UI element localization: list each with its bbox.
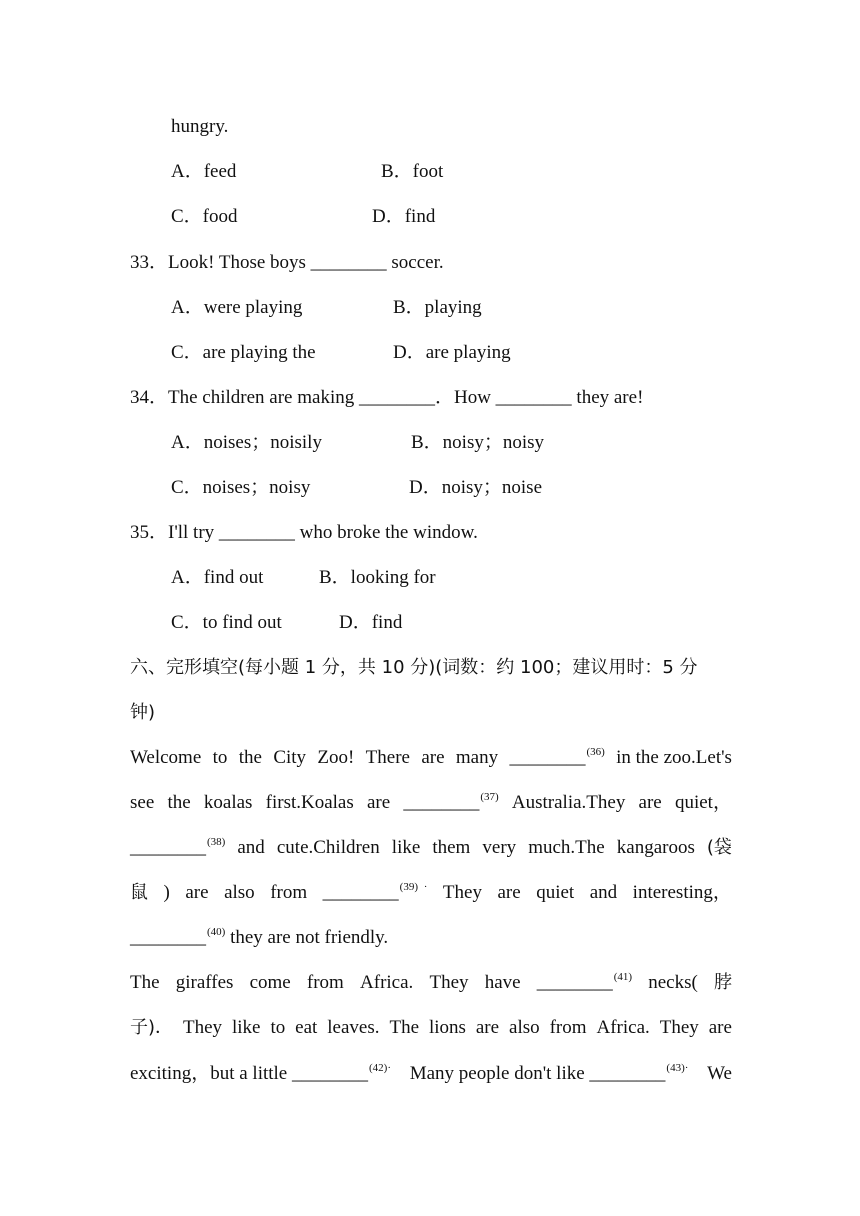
passage-line-3 [130,836,732,862]
word: very [482,837,517,858]
word: giraffes [175,972,234,993]
q35-option-a: A．find out [171,567,264,588]
word: (袋 [706,837,732,858]
word: interesting， [632,882,732,903]
word: first.Koalas [265,792,354,813]
word: Africa. [360,972,414,993]
word: lions [428,1017,466,1038]
word: We [707,1063,732,1084]
passage-line-4 [130,881,732,907]
word: The [130,972,160,993]
blank-36: ________$^{(36)}$ [509,746,605,768]
word: The [389,1017,420,1038]
q34-stem: 34．The children are making ________．How ________ they are! [130,387,644,408]
word: There [365,747,410,768]
word: have [484,972,521,993]
word: leaves. [327,1017,380,1038]
passage-line-2 [130,791,732,817]
blank-number-36: (36) [586,746,605,758]
word: They [659,1017,699,1038]
word: 鼠 [130,882,148,903]
blank-37: ________$^{(37)}$ [403,791,499,813]
blank-40: ________$^{(40)}$ [130,926,226,948]
q35-stem: 35．I'll try ________ who broke the window. [130,522,478,543]
q32-option-d: D．find [372,206,436,227]
q32-continuation: hungry. [171,116,229,137]
q32-option-a: A．feed [171,161,237,182]
word: They [429,972,469,993]
word: in the zoo.Let's [616,747,732,768]
word: to [212,747,228,768]
word: They [182,1017,223,1038]
q33-option-b: B．playing [393,297,482,318]
word: many [455,747,499,768]
word: are [366,792,391,813]
word: are [497,882,521,903]
blank-number-42: (42)· [369,1062,391,1074]
blank-number-37: (37) [480,791,499,803]
passage-line-8 [130,1062,732,1088]
word: are [421,747,445,768]
blank-number-40: (40) [207,926,226,938]
q34-option-a: A．noises；noisily [171,432,322,453]
q33-option-d: D．are playing [393,342,511,363]
blank-41: ________$^{(41)}$ [536,971,633,993]
word: are [708,1017,732,1038]
word: to [270,1017,286,1038]
q35-option-b: B．looking for [319,567,436,588]
word: 脖 [714,972,732,993]
word: like [391,837,421,858]
word: also [224,882,255,903]
word: much.The [528,837,605,858]
word: Australia.They [511,792,626,813]
word: quiet， [674,792,732,813]
word: see [130,792,155,813]
q33-option-c: C．are playing the [171,342,316,363]
word: also [509,1017,540,1038]
word: and [237,837,265,858]
passage-text: they are not friendly. [230,927,389,948]
word: are [475,1017,500,1038]
q32-option-b: B．foot [381,161,444,182]
blank-number-43: (43)· [666,1062,689,1074]
word: like [231,1017,261,1038]
blank-dot: · [423,881,428,893]
word: are [638,792,662,813]
word: from [270,882,308,903]
word: quiet [536,882,575,903]
word: Africa. [596,1017,650,1038]
word: them [432,837,471,858]
blank-number-41: (41) [613,971,633,983]
blank-39: ________$^{(39)}$ · [322,881,428,903]
blank-43: Many people don't like ________$^{(43)\cdot}$ [409,1062,689,1084]
q34-option-d: D．noisy；noise [409,477,543,498]
section-heading-line1: 六、完形填空(每小题 1 分，共 10 分)(词数：约 100；建议用时：5 分 [130,657,698,678]
word: City [273,747,307,768]
blank-number-39: (39) [399,881,418,893]
word: kangaroos [616,837,695,858]
q32-option-c: C．food [171,206,238,227]
passage-line-5 [130,926,388,952]
word: come [249,972,291,993]
blank-42: exciting，but a little ________$^{(42)\cdot}$ [130,1062,391,1084]
q34-option-b: B．noisy；noisy [411,432,545,453]
word: from [549,1017,587,1038]
word: eat [295,1017,318,1038]
blank-number-38: (38) [207,836,226,848]
word: the [167,792,191,813]
word: necks( [648,972,698,993]
word: koalas [203,792,253,813]
word: and [589,882,618,903]
passage-line-1 [130,746,732,772]
word: are [185,882,209,903]
blank-38: ________$^{(38)}$ [130,836,226,858]
word: Zoo! [317,747,355,768]
section-heading-line2: 钟) [130,702,156,723]
word: 子)． [130,1017,174,1038]
q35-option-c: C．to find out [171,612,282,633]
passage-line-6 [130,971,732,997]
word: from [306,972,344,993]
q34-option-c: C．noises；noisy [171,477,311,498]
q33-option-a: A．were playing [171,297,303,318]
word: ) [163,882,170,903]
word: cute.Children [276,837,380,858]
word: Welcome [130,747,202,768]
q33-stem: 33．Look! Those boys ________ soccer. [130,252,444,273]
q35-option-d: D．find [339,612,403,633]
word: the [238,747,262,768]
passage-line-7 [130,1016,732,1040]
word: They [442,882,482,903]
